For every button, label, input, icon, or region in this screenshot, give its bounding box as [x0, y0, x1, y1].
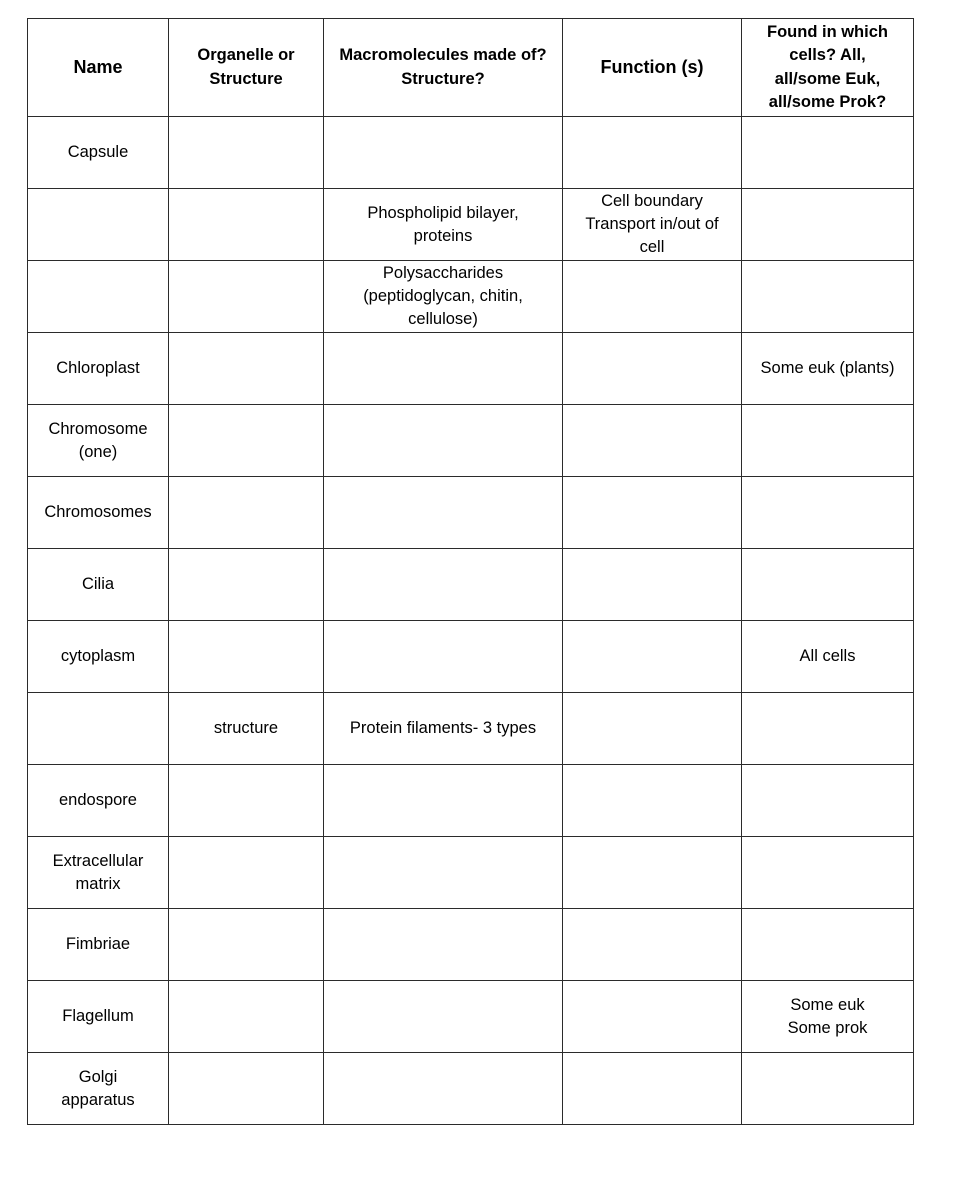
cell-name[interactable]: Fimbriae	[28, 909, 169, 981]
cell-macromolecules[interactable]	[324, 405, 563, 477]
cell-found-in[interactable]: Some euk (plants)	[742, 333, 914, 405]
cell-macromolecules[interactable]	[324, 549, 563, 621]
cell-name[interactable]	[28, 189, 169, 261]
cell-organelle-or-structure[interactable]	[169, 117, 324, 189]
cell-found-in[interactable]	[742, 261, 914, 333]
cell-name[interactable]: Cilia	[28, 549, 169, 621]
cell-macromolecules[interactable]	[324, 117, 563, 189]
cell-function[interactable]	[563, 117, 742, 189]
cell-found-in[interactable]	[742, 693, 914, 765]
cell-name[interactable]: Golgi apparatus	[28, 1053, 169, 1125]
cell-organelle-or-structure[interactable]	[169, 333, 324, 405]
cell-name[interactable]: Chromosomes	[28, 477, 169, 549]
cell-organelle-or-structure[interactable]	[169, 261, 324, 333]
table-row	[28, 477, 914, 549]
cell-found-in[interactable]	[742, 909, 914, 981]
cell-macromolecules[interactable]	[324, 909, 563, 981]
table-row	[28, 405, 914, 477]
cell-organelle-or-structure[interactable]	[169, 621, 324, 693]
cell-found-in[interactable]: All cells	[742, 621, 914, 693]
table-row	[28, 765, 914, 837]
header-found-in-cells: Found in which cells? All, all/some Euk, all/some Prok?	[742, 19, 914, 117]
cell-found-in[interactable]	[742, 1053, 914, 1125]
cell-found-in[interactable]	[742, 765, 914, 837]
table-row	[28, 621, 914, 693]
cell-function[interactable]	[563, 477, 742, 549]
cell-organelle-or-structure[interactable]	[169, 981, 324, 1053]
table-row	[28, 1053, 914, 1125]
header-function: Function (s)	[563, 19, 742, 117]
cell-organelle-or-structure[interactable]	[169, 765, 324, 837]
table-row	[28, 981, 914, 1053]
header-macromolecules: Macromolecules made of? Structure?	[324, 19, 563, 117]
cell-found-in[interactable]	[742, 549, 914, 621]
cell-organelle-or-structure[interactable]	[169, 837, 324, 909]
cell-found-in[interactable]	[742, 405, 914, 477]
cell-name[interactable]: Extracellular matrix	[28, 837, 169, 909]
cell-found-in[interactable]	[742, 477, 914, 549]
cell-function[interactable]	[563, 837, 742, 909]
cell-macromolecules[interactable]	[324, 333, 563, 405]
table-row	[28, 909, 914, 981]
cell-name[interactable]: Chloroplast	[28, 333, 169, 405]
cell-macromolecules[interactable]	[324, 837, 563, 909]
cell-macromolecules[interactable]: Polysaccharides (peptidoglycan, chitin, cellulose)	[324, 261, 563, 333]
cell-function[interactable]	[563, 765, 742, 837]
cell-found-in[interactable]	[742, 117, 914, 189]
cell-name[interactable]: endospore	[28, 765, 169, 837]
cell-function[interactable]	[563, 405, 742, 477]
cell-function[interactable]	[563, 909, 742, 981]
cell-macromolecules[interactable]	[324, 981, 563, 1053]
table-row	[28, 117, 914, 189]
cell-organelle-or-structure[interactable]	[169, 477, 324, 549]
table-row	[28, 549, 914, 621]
cell-organelle-or-structure[interactable]	[169, 549, 324, 621]
cell-organelle-or-structure[interactable]	[169, 1053, 324, 1125]
table-row	[28, 333, 914, 405]
cell-macromolecules[interactable]: Phospholipid bilayer, proteins	[324, 189, 563, 261]
cell-macromolecules[interactable]	[324, 621, 563, 693]
cell-organelle-or-structure[interactable]	[169, 909, 324, 981]
cell-function[interactable]	[563, 693, 742, 765]
cell-function[interactable]	[563, 1053, 742, 1125]
cell-macromolecules[interactable]: Protein filaments- 3 types	[324, 693, 563, 765]
table-row	[28, 837, 914, 909]
cell-function[interactable]	[563, 261, 742, 333]
cell-name[interactable]: Flagellum	[28, 981, 169, 1053]
header-organelle-or-structure: Organelle or Structure	[169, 19, 324, 117]
cell-organelle-or-structure[interactable]	[169, 405, 324, 477]
cell-organelle-or-structure[interactable]	[169, 189, 324, 261]
cell-macromolecules[interactable]	[324, 477, 563, 549]
cell-name[interactable]: Chromosome (one)	[28, 405, 169, 477]
table-row	[28, 261, 914, 333]
cell-organelle-or-structure[interactable]: structure	[169, 693, 324, 765]
header-row	[28, 19, 914, 117]
cell-name[interactable]	[28, 693, 169, 765]
cell-name[interactable]: Capsule	[28, 117, 169, 189]
cell-function[interactable]	[563, 621, 742, 693]
cell-found-in[interactable]	[742, 837, 914, 909]
cell-name[interactable]	[28, 261, 169, 333]
cell-name[interactable]: cytoplasm	[28, 621, 169, 693]
cell-function[interactable]	[563, 333, 742, 405]
cell-structures-table	[27, 18, 914, 1125]
cell-macromolecules[interactable]	[324, 1053, 563, 1125]
table-row	[28, 189, 914, 261]
table-row	[28, 693, 914, 765]
cell-found-in[interactable]	[742, 189, 914, 261]
header-name: Name	[28, 19, 169, 117]
cell-function[interactable]: Cell boundary Transport in/out of cell	[563, 189, 742, 261]
cell-function[interactable]	[563, 981, 742, 1053]
cell-found-in[interactable]: Some euk Some prok	[742, 981, 914, 1053]
cell-function[interactable]	[563, 549, 742, 621]
cell-macromolecules[interactable]	[324, 765, 563, 837]
